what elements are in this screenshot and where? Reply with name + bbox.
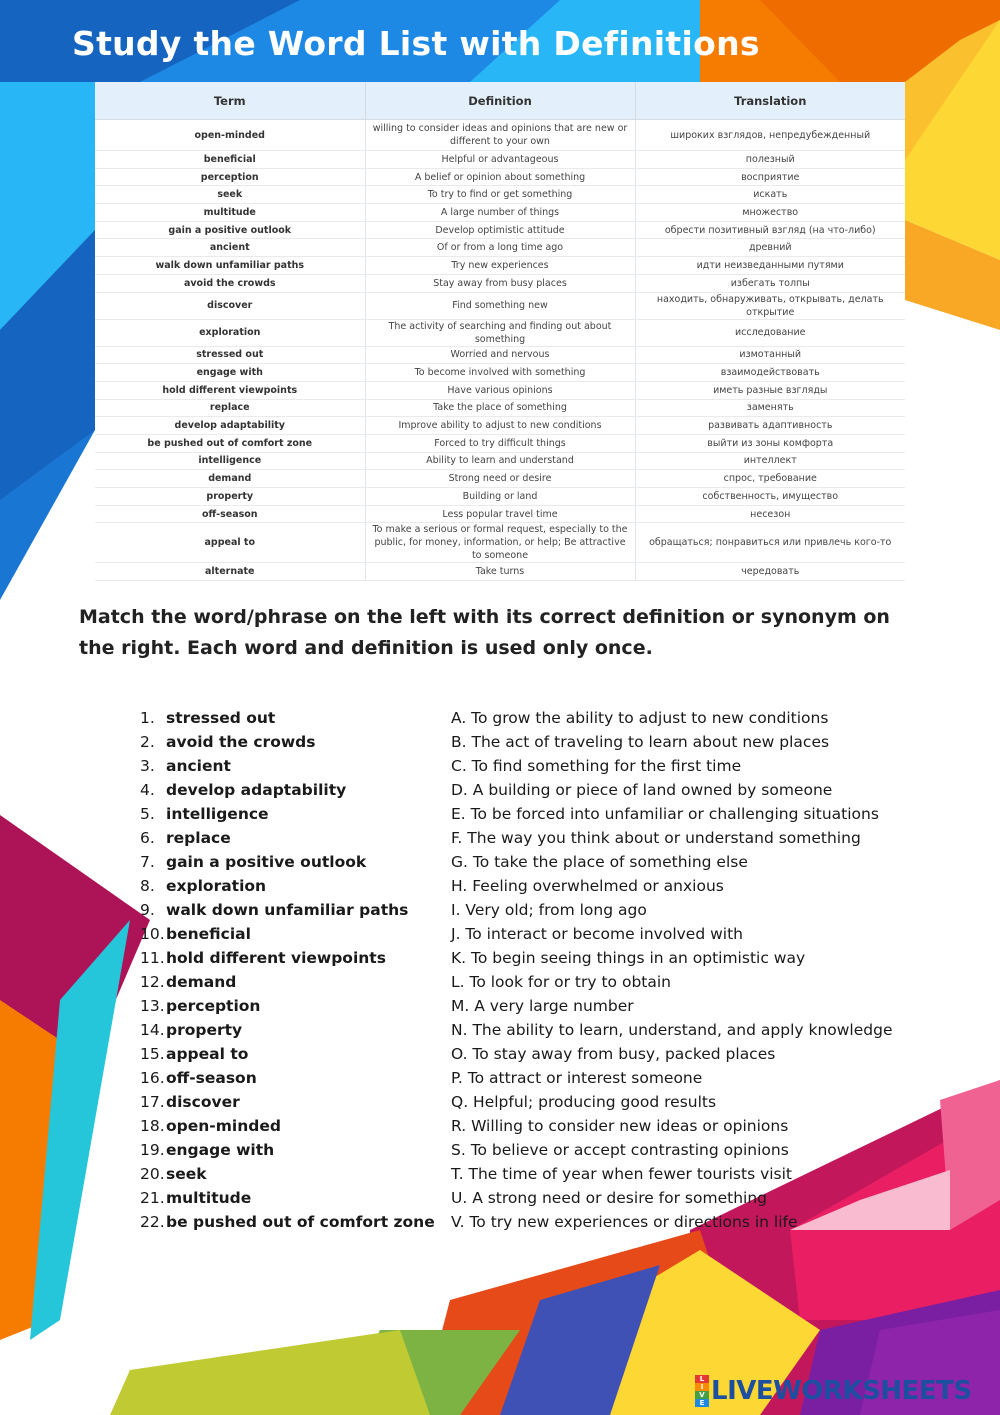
table-cell-term: discover [95, 292, 365, 319]
item-number: 20. [140, 1165, 165, 1183]
table-row [95, 319, 905, 346]
brand-name: LIVEWORKSHEETS [711, 1376, 972, 1406]
matching-word-item [140, 706, 440, 730]
table-cell-term: gain a positive outlook [95, 221, 365, 239]
item-number: 6. [140, 829, 155, 847]
table-cell-translation: измотанный [635, 346, 905, 364]
matching-definition-item: T. The time of year when fewer tourists visit [451, 1165, 793, 1183]
table-cell-translation: развивать адаптивность [635, 417, 905, 435]
table-cell-translation: заменять [635, 399, 905, 417]
vocabulary-table [95, 82, 905, 581]
item-word: avoid the crowds [166, 733, 316, 751]
column-header-definition: Definition [365, 82, 635, 120]
table-cell-translation: восприятие [635, 168, 905, 186]
matching-word-item [140, 1138, 440, 1162]
table-row [95, 505, 905, 523]
item-word: open-minded [166, 1117, 281, 1135]
item-word: demand [166, 973, 237, 991]
item-number: 10. [140, 925, 165, 943]
matching-word-item [140, 922, 440, 946]
item-word: discover [166, 1093, 240, 1111]
table-header-row [95, 82, 905, 120]
matching-definition-item: S. To believe or accept contrasting opinions [451, 1141, 789, 1159]
matching-word-item [140, 826, 440, 850]
item-word: intelligence [166, 805, 269, 823]
table-cell-term: be pushed out of comfort zone [95, 434, 365, 452]
table-cell-term: property [95, 488, 365, 506]
table-cell-definition: A belief or opinion about something [365, 168, 635, 186]
item-number: 4. [140, 781, 155, 799]
matching-words-list [140, 706, 440, 1234]
table-cell-definition: Less popular travel time [365, 505, 635, 523]
table-cell-translation: иметь разные взгляды [635, 381, 905, 399]
table-cell-translation: чередовать [635, 563, 905, 581]
table-cell-definition: Of or from a long time ago [365, 239, 635, 257]
table-cell-term: walk down unfamiliar paths [95, 257, 365, 275]
item-word: property [166, 1021, 243, 1039]
matching-definition-item: B. The act of traveling to learn about new places [451, 733, 830, 751]
matching-definition-item: K. To begin seeing things in an optimistic way [451, 949, 806, 967]
table-cell-term: alternate [95, 563, 365, 581]
item-word: multitude [166, 1189, 252, 1207]
brand-logo-letter: V [695, 1391, 709, 1399]
table-cell-translation: исследование [635, 319, 905, 346]
brand-logo-letter: E [695, 1399, 709, 1407]
table-row [95, 346, 905, 364]
table-cell-term: demand [95, 470, 365, 488]
item-number: 3. [140, 757, 155, 775]
matching-word-item [140, 1018, 440, 1042]
page-title: Study the Word List with Definitions [72, 24, 760, 63]
matching-definition-item: V. To try new experiences or directions in life [451, 1213, 798, 1231]
item-word: seek [166, 1165, 207, 1183]
item-word: replace [166, 829, 231, 847]
item-word: walk down unfamiliar paths [166, 901, 409, 919]
table-cell-definition: Helpful or advantageous [365, 151, 635, 169]
matching-word-item [140, 1114, 440, 1138]
table-cell-term: open-minded [95, 120, 365, 151]
matching-word-item [140, 1186, 440, 1210]
matching-definition-item: L. To look for or try to obtain [451, 973, 671, 991]
table-cell-term: ancient [95, 239, 365, 257]
matching-definition-item: U. A strong need or desire for something [451, 1189, 767, 1207]
table-cell-definition: A large number of things [365, 204, 635, 222]
table-cell-translation: интеллект [635, 452, 905, 470]
column-header-translation: Translation [635, 82, 905, 120]
table-cell-translation: спрос, требование [635, 470, 905, 488]
table-cell-translation: широких взглядов, непредубежденный [635, 120, 905, 151]
table-cell-translation: полезный [635, 151, 905, 169]
matching-definition-item: A. To grow the ability to adjust to new conditions [451, 709, 829, 727]
table-cell-translation: множество [635, 204, 905, 222]
vocabulary-table-container [95, 82, 905, 581]
table-cell-term: exploration [95, 319, 365, 346]
matching-word-item [140, 850, 440, 874]
matching-word-item [140, 754, 440, 778]
table-cell-definition: Take the place of something [365, 399, 635, 417]
matching-definition-item: R. Willing to consider new ideas or opinions [451, 1117, 789, 1135]
item-word: appeal to [166, 1045, 249, 1063]
matching-definition-item: J. To interact or become involved with [451, 925, 743, 943]
bg-shape [110, 1330, 430, 1415]
matching-definition-item: E. To be forced into unfamiliar or challenging situations [451, 805, 879, 823]
matching-word-item [140, 802, 440, 826]
item-number: 13. [140, 997, 165, 1015]
item-number: 21. [140, 1189, 165, 1207]
table-row [95, 151, 905, 169]
item-word: perception [166, 997, 261, 1015]
table-cell-definition: Building or land [365, 488, 635, 506]
table-cell-definition: Have various opinions [365, 381, 635, 399]
table-row [95, 399, 905, 417]
table-cell-term: stressed out [95, 346, 365, 364]
matching-word-item [140, 898, 440, 922]
table-row [95, 563, 905, 581]
table-cell-translation: искать [635, 186, 905, 204]
table-row [95, 417, 905, 435]
matching-word-item [140, 1162, 440, 1186]
table-row [95, 452, 905, 470]
table-row [95, 364, 905, 382]
matching-word-item [140, 778, 440, 802]
item-number: 9. [140, 901, 155, 919]
item-number: 15. [140, 1045, 165, 1063]
matching-definition-item: Q. Helpful; producing good results [451, 1093, 717, 1111]
matching-word-item [140, 1090, 440, 1114]
matching-definitions-list [451, 706, 971, 1234]
item-word: develop adaptability [166, 781, 347, 799]
matching-definition-item: G. To take the place of something else [451, 853, 748, 871]
matching-instructions: Match the word/phrase on the left with its correct definition or synonym on the right. Each word and definition is used only once. [79, 606, 890, 659]
table-cell-definition: Worried and nervous [365, 346, 635, 364]
item-number: 14. [140, 1021, 165, 1039]
item-word: off-season [166, 1069, 257, 1087]
table-cell-translation: избегать толпы [635, 274, 905, 292]
table-cell-term: appeal to [95, 523, 365, 563]
table-row [95, 470, 905, 488]
item-number: 5. [140, 805, 155, 823]
table-cell-definition: Stay away from busy places [365, 274, 635, 292]
table-row [95, 292, 905, 319]
item-number: 11. [140, 949, 165, 967]
item-number: 19. [140, 1141, 165, 1159]
item-number: 1. [140, 709, 155, 727]
item-number: 17. [140, 1093, 165, 1111]
brand-logo-icon [695, 1375, 709, 1407]
table-cell-definition: willing to consider ideas and opinions that are new or different to your own [365, 120, 635, 151]
table-cell-term: intelligence [95, 452, 365, 470]
table-cell-definition: To make a serious or formal request, especially to the public, for money, information, or help; Be attractive to someone [365, 523, 635, 563]
table-cell-translation: обрести позитивный взгляд (на что-либо) [635, 221, 905, 239]
table-row [95, 168, 905, 186]
table-cell-term: avoid the crowds [95, 274, 365, 292]
table-cell-definition: Strong need or desire [365, 470, 635, 488]
table-row [95, 221, 905, 239]
item-word: be pushed out of comfort zone [166, 1213, 435, 1231]
matching-definition-item: D. A building or piece of land owned by someone [451, 781, 833, 799]
item-word: gain a positive outlook [166, 853, 367, 871]
table-cell-definition: Take turns [365, 563, 635, 581]
table-cell-definition: Find something new [365, 292, 635, 319]
table-cell-term: engage with [95, 364, 365, 382]
matching-word-item [140, 730, 440, 754]
table-row [95, 239, 905, 257]
table-row [95, 381, 905, 399]
item-number: 18. [140, 1117, 165, 1135]
item-number: 2. [140, 733, 155, 751]
table-cell-translation: несезон [635, 505, 905, 523]
matching-definition-item: M. A very large number [451, 997, 634, 1015]
table-body [95, 120, 905, 581]
matching-definition-item: N. The ability to learn, understand, and apply knowledge [451, 1021, 893, 1039]
table-row [95, 274, 905, 292]
matching-definition-item: F. The way you think about or understand something [451, 829, 861, 847]
matching-word-item [140, 874, 440, 898]
liveworksheets-brand [695, 1375, 972, 1407]
table-cell-definition: Develop optimistic attitude [365, 221, 635, 239]
matching-word-item [140, 1042, 440, 1066]
table-cell-translation: обращаться; понравиться или привлечь кого-то [635, 523, 905, 563]
matching-word-item [140, 970, 440, 994]
table-cell-translation: находить, обнаруживать, открывать, делать открытие [635, 292, 905, 319]
item-word: beneficial [166, 925, 251, 943]
table-cell-translation: взаимодействовать [635, 364, 905, 382]
table-cell-translation: идти неизведанными путями [635, 257, 905, 275]
matching-definition-item: C. To find something for the first time [451, 757, 742, 775]
table-cell-definition: Try new experiences [365, 257, 635, 275]
table-cell-translation: собственность, имущество [635, 488, 905, 506]
item-number: 7. [140, 853, 155, 871]
table-row [95, 434, 905, 452]
matching-definition-item: I. Very old; from long ago [451, 901, 647, 919]
table-row [95, 488, 905, 506]
matching-word-item [140, 1066, 440, 1090]
table-cell-term: off-season [95, 505, 365, 523]
table-cell-term: develop adaptability [95, 417, 365, 435]
table-cell-translation: выйти из зоны комфорта [635, 434, 905, 452]
item-number: 8. [140, 877, 155, 895]
table-cell-term: perception [95, 168, 365, 186]
column-header-term: Term [95, 82, 365, 120]
table-row [95, 257, 905, 275]
table-cell-term: hold different viewpoints [95, 381, 365, 399]
table-cell-definition: Improve ability to adjust to new conditions [365, 417, 635, 435]
matching-definition-item: H. Feeling overwhelmed or anxious [451, 877, 724, 895]
matching-definition-item: P. To attract or interest someone [451, 1069, 703, 1087]
table-cell-translation: древний [635, 239, 905, 257]
item-number: 22. [140, 1213, 165, 1231]
item-word: ancient [166, 757, 231, 775]
table-row [95, 186, 905, 204]
table-cell-term: seek [95, 186, 365, 204]
item-number: 12. [140, 973, 165, 991]
table-row [95, 523, 905, 563]
item-number: 16. [140, 1069, 165, 1087]
table-row [95, 120, 905, 151]
brand-logo-letter: I [695, 1383, 709, 1391]
table-cell-definition: Forced to try difficult things [365, 434, 635, 452]
brand-logo-letter: L [695, 1375, 709, 1383]
table-cell-term: replace [95, 399, 365, 417]
matching-word-item [140, 994, 440, 1018]
table-cell-definition: The activity of searching and finding out about something [365, 319, 635, 346]
table-row [95, 204, 905, 222]
table-cell-definition: To try to find or get something [365, 186, 635, 204]
matching-word-item [140, 1210, 440, 1234]
item-word: exploration [166, 877, 267, 895]
item-word: hold different viewpoints [166, 949, 386, 967]
table-cell-definition: To become involved with something [365, 364, 635, 382]
item-word: stressed out [166, 709, 276, 727]
item-word: engage with [166, 1141, 275, 1159]
matching-word-item [140, 946, 440, 970]
table-cell-term: multitude [95, 204, 365, 222]
matching-definition-item: O. To stay away from busy, packed places [451, 1045, 776, 1063]
table-cell-term: beneficial [95, 151, 365, 169]
table-cell-definition: Ability to learn and understand [365, 452, 635, 470]
